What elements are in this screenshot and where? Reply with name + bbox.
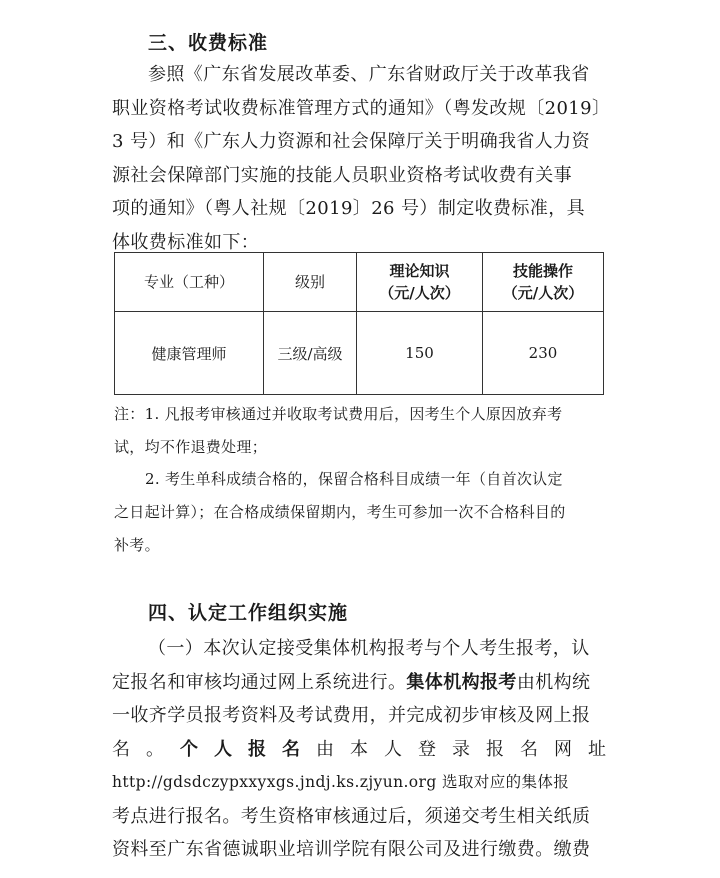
- table-row: [115, 312, 604, 395]
- bold-term-group-application: 集体机构报考: [406, 671, 517, 693]
- paragraph-line: （一）本次认定接受集体机构报考与个人考生报考，认: [148, 638, 590, 659]
- paragraph-line: 一收齐学员报考资料及考试费用，并完成初步审核及网上报: [112, 705, 591, 726]
- paragraph-line: 项的通知》（粤人社规〔2019〕26 号）制定收费标准，具: [112, 198, 586, 219]
- paragraph-line: [112, 666, 610, 700]
- paragraph-line: [112, 733, 622, 767]
- paragraph-line: 参照《广东省发展改革委、广东省财政厅关于改革我省: [148, 64, 590, 85]
- text-span: 名。: [112, 738, 180, 760]
- cell-major: 健康管理师: [115, 312, 264, 395]
- registration-url-line: http://gdsdczypxxyxgs.jndj.ks.zjyun.org 选取对应的集体报: [112, 773, 570, 791]
- header-skill-line2: （元/人次）: [502, 284, 584, 302]
- table-header-row: [115, 253, 604, 312]
- header-skill-line1: 技能操作: [512, 262, 573, 280]
- note-line: 注：1. 凡报考审核通过并收取考试费用后，因考生个人原因放弃考: [114, 405, 563, 423]
- header-skill: [483, 253, 604, 312]
- text-span: 由本人登录报名网址: [316, 738, 622, 760]
- text-span: 定报名和审核均通过网上系统进行。: [112, 671, 407, 693]
- note-line: 试，均不作退费处理；: [114, 438, 268, 456]
- header-theory-line1: 理论知识: [389, 262, 450, 280]
- paragraph-line: 体收费标准如下：: [112, 231, 260, 253]
- cell-skill-fee: 230: [483, 312, 604, 395]
- paragraph-line: 考点进行报名。考生资格审核通过后，须递交考生相关纸质: [112, 805, 591, 827]
- text-span: 由机构统: [516, 671, 591, 693]
- paragraph-line: 源社会保障部门实施的技能人员职业资格考试收费有关事: [112, 164, 572, 186]
- note-1: [114, 398, 612, 464]
- paragraph-line: 职业资格考试收费标准管理方式的通知》（粤发改规〔2019〕: [112, 97, 611, 119]
- paragraph-line: 资料至广东省德诚职业培训学院有限公司及进行缴费。缴费: [112, 839, 591, 860]
- paragraph-line: 3 号）和《广东人力资源和社会保障厅关于明确我省人力资: [112, 131, 590, 152]
- header-theory: [357, 253, 483, 312]
- header-theory-line2: （元/人次）: [379, 284, 460, 302]
- note-2: [114, 463, 612, 562]
- note-line: 之日起计算）；在合格成绩保留期内，考生可参加一次不合格科目的: [114, 503, 566, 521]
- section-3-heading: 三、收费标准: [148, 32, 269, 54]
- note-line: 补考。: [114, 536, 160, 554]
- section-4-heading: 四、认定工作组织实施: [148, 602, 349, 624]
- bold-term-individual-application: 个人报名: [180, 738, 316, 760]
- header-level: 级别: [264, 253, 357, 312]
- fee-table: [114, 252, 604, 395]
- section-3-paragraph: [112, 58, 610, 259]
- section-4-paragraph: [112, 632, 622, 867]
- header-major: 专业（工种）: [115, 253, 264, 312]
- cell-theory-fee: 150: [357, 312, 483, 395]
- cell-level: 三级/高级: [264, 312, 357, 395]
- note-line: 2. 考生单科成绩合格的，保留合格科目成绩一年（自首次认定: [145, 470, 563, 488]
